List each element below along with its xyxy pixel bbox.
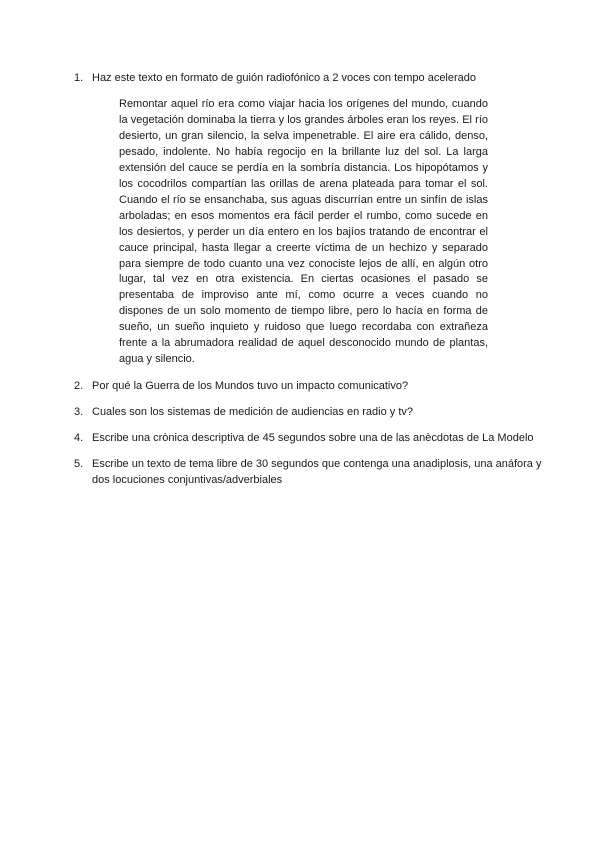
question-2 [74, 378, 544, 394]
question-text: Por qué la Guerra de los Mundos tuvo un impacto comunicativo? [92, 380, 409, 392]
question-5 [74, 456, 544, 488]
question-1 [74, 70, 544, 86]
question-text: Escribe una crònica descriptiva de 45 segundos sobre una de las anècdotas de La Modelo [92, 432, 534, 444]
question-number: 5. [74, 458, 84, 470]
question-number: 4. [74, 432, 84, 444]
question-number: 1. [74, 72, 84, 84]
passage-text: Remontar aquel río era como viajar hacia los orígenes del mundo, cuando la vegetación dominaba la tierra y los grandes árboles eran los reyes. El río desierto, un gran silencio, la selva impenetrable. El aire era cálido, denso, pesado, indolente. No había regocijo en la brillante luz del sol. La larga extensión del cauce se perdía en la sombría distancia. Los hipopótamos y los cocodrilos compartían las orillas de arena plateada para tomar el sol. Cuando el río se ensanchaba, sus aguas discurrían entre un sinfín de islas arboladas; en esos momentos era fácil perder el rumbo, como sucede en los desiertos, y perder un día entero en los bajíos tratando de encontrar el cauce principal, hasta llegar a creerte víctima de un hechizo y separado para siempre de todo cuanto una vez conociste lejos de allí, en algún otro lugar, tal vez en otra existencia. En ciertas ocasiones el pasado se presentaba de improviso ante mí, como ocurre a veces cuando no dispones de un solo momento de tiempo libre, pero lo hacía en forma de sueño, un sueño inquieto y ruidoso que luego recordaba con extrañeza frente a la abrumadora realidad de aquel desconocido mundo de plantas, agua y silencio. [119, 98, 488, 366]
question-number: 2. [74, 380, 84, 392]
question-3 [74, 404, 544, 420]
question-4 [74, 430, 544, 446]
question-number: 3. [74, 406, 84, 418]
question-text: Escribe un texto de tema libre de 30 segundos que contenga una anadiplosis, una anáfora y dos locuciones conjuntivas/adverbiales [92, 458, 542, 486]
question-text: Cuales son los sistemas de medición de audiencias en radio y tv? [92, 406, 414, 418]
question-text: Haz este texto en formato de guión radiofónico a 2 voces con tempo acelerado [92, 72, 477, 84]
